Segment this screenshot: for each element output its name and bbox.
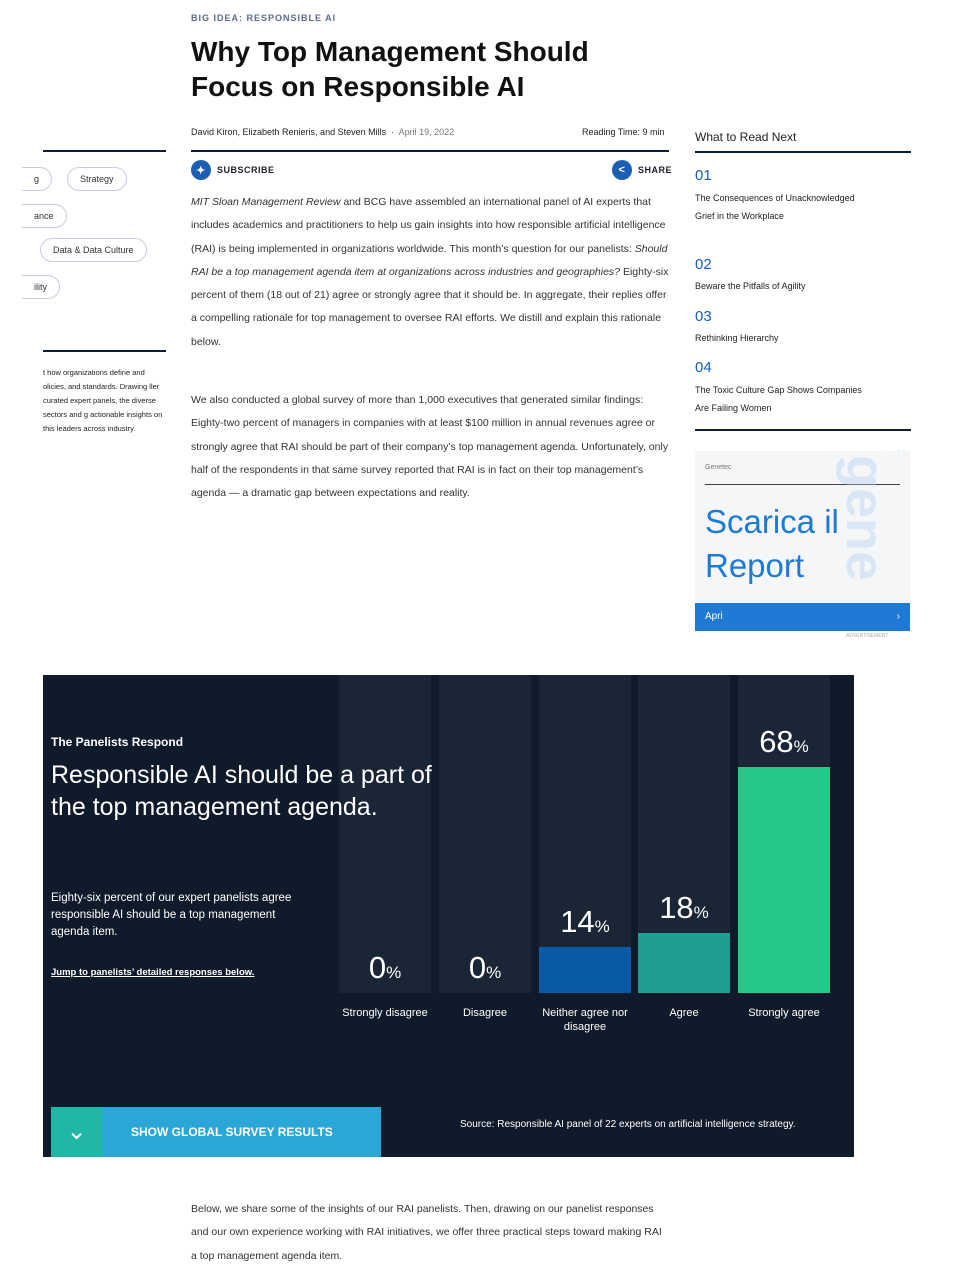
publication-name: MIT Sloan Management Review bbox=[191, 196, 341, 208]
bar-value-number: 0 bbox=[368, 950, 387, 985]
read-next-number: 04 bbox=[695, 359, 712, 376]
ad-headline-line: Report bbox=[705, 547, 805, 584]
text: Eighty-six percent of them (18 out of 21) agree or strongly agree that it should be. In aggregate, their replies offer a compelling rationale for top management to oversee RAI efforts. We distill and explain this rationale below. bbox=[191, 265, 669, 348]
bar-value-number: 68 bbox=[759, 724, 794, 760]
column-background bbox=[539, 675, 631, 993]
read-next-divider bbox=[695, 151, 911, 153]
panel-kicker: The Panelists Respond bbox=[51, 735, 184, 749]
bar-value-number: 0 bbox=[468, 950, 487, 985]
bar-value-unit: % bbox=[486, 963, 502, 982]
panel-summary: Eighty-six percent of our expert panelists agree responsible AI should be a top management agenda item. bbox=[51, 892, 292, 938]
read-next-number: 03 bbox=[695, 308, 712, 325]
share-button[interactable] bbox=[612, 160, 672, 180]
article-kicker[interactable]: BIG IDEA: RESPONSIBLE AI bbox=[191, 13, 337, 23]
bar-category-label: Agree bbox=[669, 1007, 699, 1019]
bar-value-unit: % bbox=[594, 916, 610, 936]
survey-button-label: SHOW GLOBAL SURVEY RESULTS bbox=[131, 1125, 333, 1139]
ad-brand: Genetec bbox=[705, 464, 732, 471]
read-next-heading: What to Read Next bbox=[695, 130, 797, 144]
column-background bbox=[339, 675, 431, 993]
topic-pill[interactable]: ance bbox=[22, 204, 67, 228]
bar-2 bbox=[539, 947, 631, 993]
reading-time: Reading Time: 9 min bbox=[582, 127, 665, 137]
series-description: t how organizations define and olicies, and standards. Drawing ller curated expert panels, the diverse sectors and g actionable insights on this leaders across industry. bbox=[43, 368, 163, 433]
left-sidebar-divider bbox=[43, 350, 166, 352]
bar-value-label bbox=[539, 904, 631, 940]
share-label: SHARE bbox=[638, 165, 673, 175]
bar-value-number: 14 bbox=[560, 903, 595, 939]
intro-paragraph bbox=[191, 191, 669, 354]
text: and BCG have assembled an international panel of AI experts that includes academics and practitioners to help us gain insights into how responsible artificial intelligence (RAI) is being implemented in organizations worldwide. This month’s question for our panelists: bbox=[191, 196, 666, 255]
advertisement[interactable] bbox=[695, 451, 910, 631]
bar-value-number: 18 bbox=[659, 890, 694, 926]
bar-3 bbox=[638, 933, 730, 993]
read-next-link[interactable]: The Toxic Culture Gap Shows Companies Are Failing Women bbox=[695, 385, 862, 413]
ad-headline-line: Scarica il bbox=[705, 503, 839, 540]
ad-button-label: Apri bbox=[705, 611, 723, 622]
read-next-link[interactable]: Rethinking Hierarchy bbox=[695, 333, 779, 343]
topic-pill[interactable]: ility bbox=[22, 275, 60, 299]
bar-value-unit: % bbox=[693, 903, 709, 923]
bar-category-label: Strongly agree bbox=[748, 1007, 820, 1019]
survey-paragraph: We also conducted a global survey of more than 1,000 executives that generated similar findings: Eighty-two percent of managers in companies with at least $100 million in annual revenues agree or strongly agree that RAI should be part of their company’s top management agenda. Unfortunately, only half of the respondents in that same survey reported that RAI is in fact on their top management’s agenda — a dramatic gap between expectations and reality. bbox=[191, 394, 669, 500]
byline bbox=[191, 127, 454, 137]
bar-value-unit: % bbox=[386, 963, 402, 982]
article-title: Why Top Management Should Focus on Responsible AI bbox=[191, 36, 589, 102]
share-icon: < bbox=[612, 160, 632, 180]
left-sidebar-divider bbox=[43, 150, 166, 152]
bar-value-label bbox=[738, 724, 830, 760]
bar-category-label: Strongly disagree bbox=[342, 1007, 428, 1019]
subscribe-icon: ✦ bbox=[191, 160, 211, 180]
read-next-link[interactable]: Beware the Pitfalls of Agility bbox=[695, 281, 806, 291]
bar-category-label: Disagree bbox=[462, 1007, 508, 1019]
ad-logo-watermark: gene bbox=[834, 454, 895, 582]
bar-value-label bbox=[439, 950, 531, 986]
subscribe-button[interactable] bbox=[191, 160, 275, 180]
topic-pill-data-culture[interactable]: Data & Data Culture bbox=[40, 238, 147, 262]
jump-to-responses-link[interactable]: Jump to panelists’ detailed responses below. bbox=[51, 967, 255, 978]
chevron-down-icon: ⌄ bbox=[51, 1107, 102, 1157]
panel-question: Should RAI be a top management agenda item at organizations across industries and geographies? bbox=[191, 242, 668, 278]
bar-value-label bbox=[339, 950, 431, 986]
chevron-right-icon: › bbox=[896, 611, 900, 622]
bar-value-unit: % bbox=[793, 737, 809, 757]
insights-paragraph: Below, we share some of the insights of our RAI panelists. Then, drawing on our panelist responses and our own experience working with RAI initiatives, we offer three practical steps toward making RAI a top management agenda item. bbox=[191, 1203, 662, 1262]
subscribe-label: SUBSCRIBE bbox=[217, 165, 275, 175]
read-next-number: 01 bbox=[695, 167, 712, 184]
panelists-respond-panel bbox=[43, 675, 854, 1157]
panel-headline: Responsible AI should be a part of the top management agenda. bbox=[51, 761, 432, 821]
bar-4 bbox=[738, 767, 830, 993]
byline-separator: · bbox=[388, 127, 399, 137]
topic-pill[interactable]: g bbox=[22, 167, 52, 191]
ad-open-button[interactable] bbox=[695, 603, 910, 631]
authors[interactable]: David Kiron, Elizabeth Renieris, and Steven Mills bbox=[191, 127, 387, 137]
header-divider bbox=[191, 150, 669, 152]
publish-date: April 19, 2022 bbox=[398, 127, 455, 137]
bar-value-label bbox=[638, 890, 730, 926]
show-global-survey-button[interactable] bbox=[51, 1107, 381, 1157]
read-next-number: 02 bbox=[695, 256, 712, 273]
chart-source: Source: Responsible AI panel of 22 experts on artificial intelligence strategy. bbox=[460, 1119, 796, 1130]
ad-footer: ADVERTISEMENT bbox=[846, 633, 889, 639]
column-background bbox=[439, 675, 531, 993]
topic-pill-strategy[interactable]: Strategy bbox=[67, 167, 127, 191]
bar-category-label: Neither agree nor disagree bbox=[542, 1007, 628, 1033]
ad-headline bbox=[705, 500, 839, 588]
read-next-divider bbox=[695, 429, 911, 431]
read-next-link[interactable]: The Consequences of Unacknowledged Grief in the Workplace bbox=[695, 193, 855, 221]
